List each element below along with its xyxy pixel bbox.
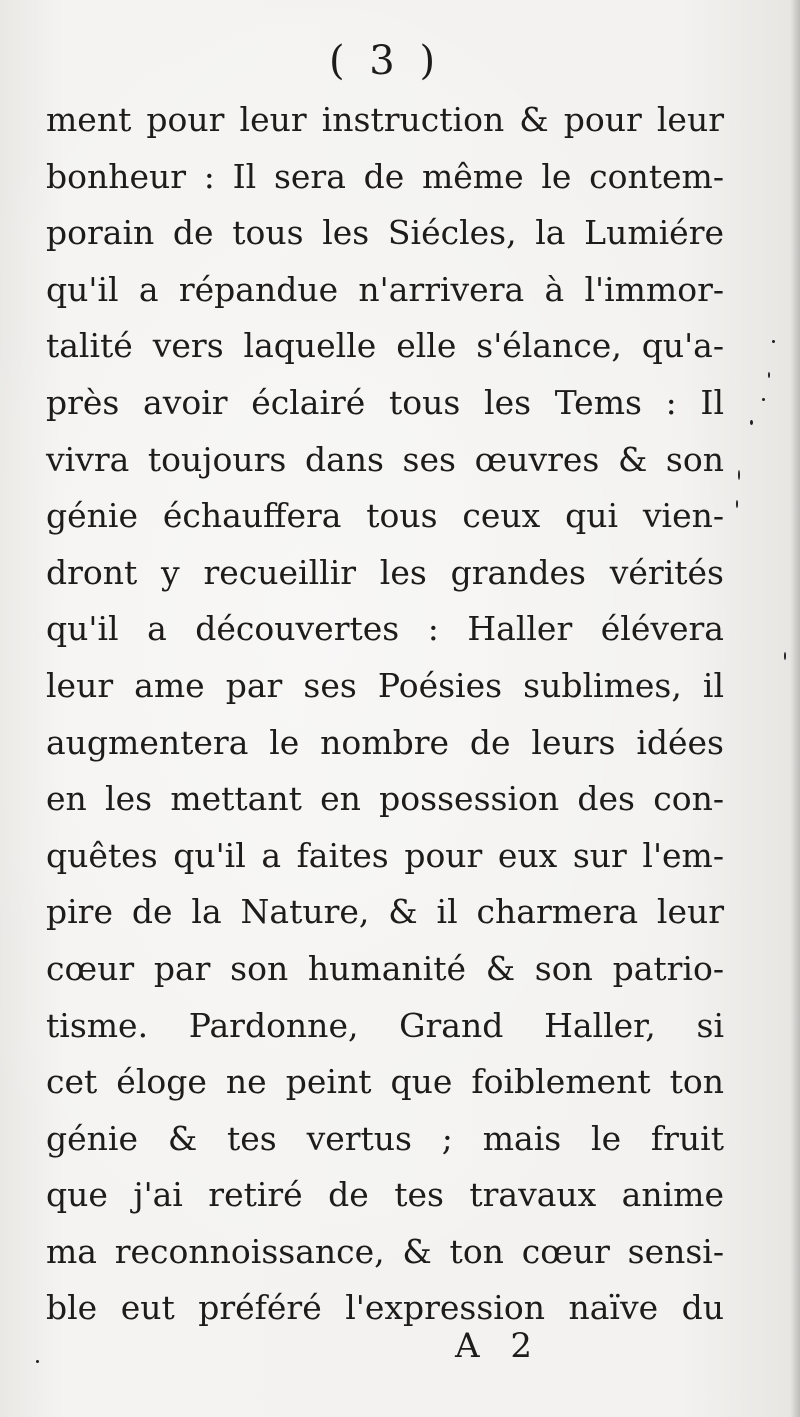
text-line: dront y recueillir les grandes vérités	[46, 552, 724, 592]
text-line: tisme. Pardonne, Grand Haller, si	[46, 1005, 724, 1045]
ink-speck	[772, 340, 775, 343]
text-line: cet éloge ne peint que foiblement ton	[46, 1062, 724, 1102]
text-line: ma reconnoissance, & ton cœur sensi-	[46, 1231, 724, 1271]
ink-speck	[738, 470, 740, 480]
text-line: génie échauffera tous ceux qui vien-	[46, 496, 724, 536]
text-line: ble eut préféré l'expression naïve du	[46, 1288, 724, 1328]
ink-speck	[784, 652, 786, 660]
ink-speck	[736, 500, 738, 508]
text-line: en les mettant en possession des con-	[46, 779, 724, 819]
text-line: ment pour leur instruction & pour leur	[46, 100, 724, 139]
text-line: bonheur : Il sera de même le contem-	[46, 156, 724, 196]
text-line: augmentera le nombre de leurs idées	[46, 722, 724, 762]
page-number-header: ( 3 )	[328, 38, 442, 84]
text-line: pire de la Nature, & il charmera leur	[46, 892, 724, 932]
ink-speck	[768, 372, 770, 378]
text-line: quêtes qu'il a faites pour eux sur l'em-	[46, 835, 724, 875]
ink-speck	[36, 1360, 39, 1363]
text-line: leur ame par ses Poésies sublimes, il	[46, 665, 724, 705]
ink-speck	[762, 398, 765, 401]
body-text	[46, 92, 724, 1337]
text-line: qu'il a découvertes : Haller élévera	[46, 609, 724, 649]
text-line: talité vers laquelle elle s'élance, qu'a-	[46, 326, 724, 366]
text-line: qu'il a répandue n'arrivera à l'immor-	[46, 269, 724, 309]
text-line: vivra toujours dans ses œuvres & son	[46, 439, 724, 479]
text-line: génie & tes vertus ; mais le fruit	[46, 1118, 724, 1158]
signature-mark: A 2	[455, 1326, 542, 1366]
text-line: que j'ai retiré de tes travaux anime	[46, 1175, 724, 1215]
ink-speck	[750, 420, 753, 425]
text-line: cœur par son humanité & son patrio-	[46, 948, 724, 988]
text-line: près avoir éclairé tous les Tems : Il	[46, 382, 724, 422]
text-line: porain de tous les Siécles, la Lumiére	[46, 213, 724, 253]
page-edge-shadow	[790, 0, 800, 1417]
